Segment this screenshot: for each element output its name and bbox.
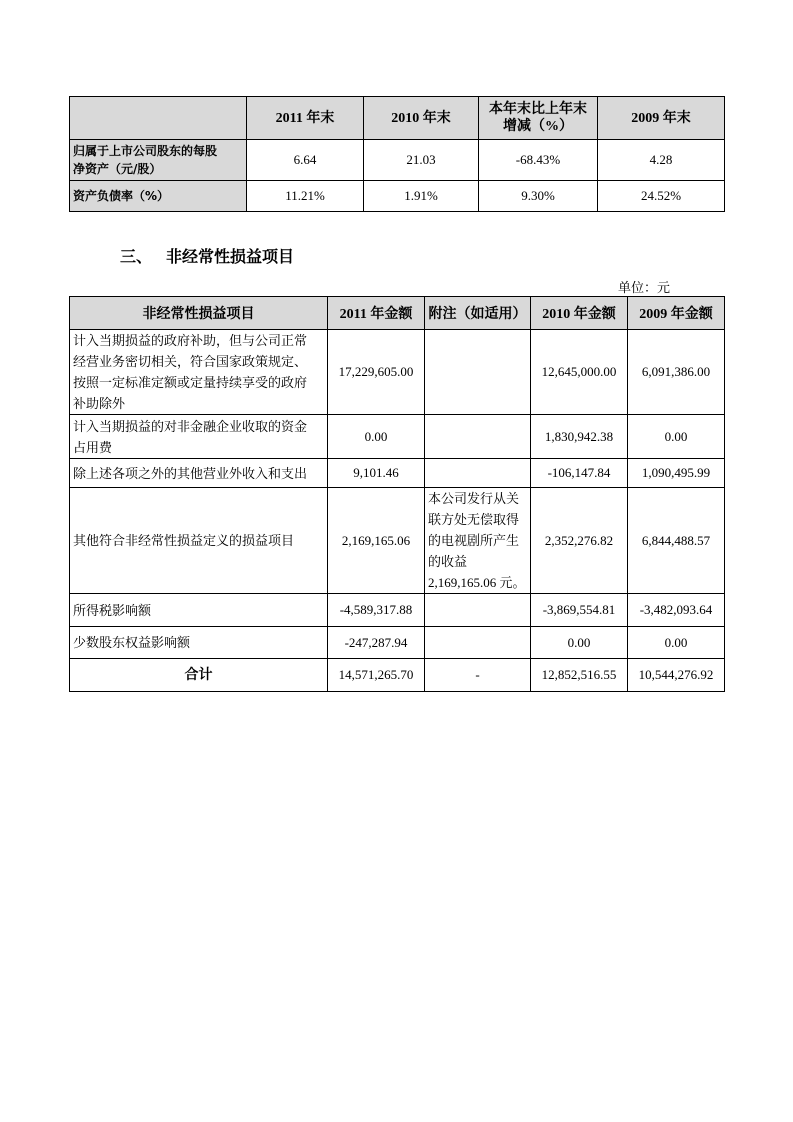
- cell-amt2010: -3,869,554.81: [531, 594, 628, 627]
- row-label-line: 补助除外: [73, 396, 126, 411]
- cell-amt2011: 2,169,165.06: [328, 488, 425, 594]
- cell-2011: 6.64: [247, 140, 364, 181]
- cell-amt2010: -106,147.84: [531, 459, 628, 488]
- header-amt2010: 2010 年金额: [531, 297, 628, 330]
- total-amt2010: 12,852,516.55: [531, 659, 628, 692]
- header-amt2011: 2011 年金额: [328, 297, 425, 330]
- cell-2010: 21.03: [364, 140, 479, 181]
- cell-amt2009: 1,090,495.99: [628, 459, 725, 488]
- cell-note: [425, 330, 531, 415]
- cell-amt2009: 6,844,488.57: [628, 488, 725, 594]
- cell-amt2009: 0.00: [628, 627, 725, 659]
- row-label-line: 计入当期损益的政府补助，但与公司正常: [73, 333, 308, 348]
- cell-amt2010: 1,830,942.38: [531, 415, 628, 459]
- cell-note: [425, 415, 531, 459]
- total-label: 合计: [70, 659, 328, 692]
- cell-change: 9.30%: [479, 181, 598, 212]
- table-row: [70, 181, 725, 212]
- row-label: [70, 330, 328, 415]
- cell-2010: 1.91%: [364, 181, 479, 212]
- header-2009: 2009 年末: [598, 97, 725, 140]
- header-note: 附注（如适用）: [425, 297, 531, 330]
- unit-label: 单位：元: [618, 280, 671, 295]
- total-row: [70, 659, 725, 692]
- header-change-line1: 本年末比上年末: [489, 102, 587, 117]
- note-line: 2,169,165.06 元。: [428, 575, 526, 590]
- cell-2011: 11.21%: [247, 181, 364, 212]
- cell-change: -68.43%: [479, 140, 598, 181]
- row-label: 其他符合非经常性损益定义的损益项目: [70, 488, 328, 594]
- row-label: [70, 415, 328, 459]
- cell-amt2011: 17,229,605.00: [328, 330, 425, 415]
- non-recurring-table: [69, 296, 725, 692]
- cell-amt2010: 12,645,000.00: [531, 330, 628, 415]
- row-label-line1: 归属于上市公司股东的每股: [73, 144, 218, 158]
- table-row: [70, 594, 725, 627]
- table-row: [70, 140, 725, 181]
- cell-amt2011: -247,287.94: [328, 627, 425, 659]
- header-2011: 2011 年末: [247, 97, 364, 140]
- header-2010: 2010 年末: [364, 97, 479, 140]
- cell-note: [425, 627, 531, 659]
- row-label-line: 按照一定标准定额或定量持续享受的政府: [73, 375, 308, 390]
- note-line: 的电视剧所产生: [428, 533, 520, 548]
- table-row: [70, 415, 725, 459]
- cell-amt2009: -3,482,093.64: [628, 594, 725, 627]
- cell-note: [425, 459, 531, 488]
- cell-amt2010: 0.00: [531, 627, 628, 659]
- table-row: [70, 488, 725, 594]
- cell-2009: 24.52%: [598, 181, 725, 212]
- row-label: 除上述各项之外的其他营业外收入和支出: [70, 459, 328, 488]
- header-empty-cell: [70, 97, 247, 140]
- section-heading: [120, 244, 294, 267]
- table-row: [70, 459, 725, 488]
- cell-amt2011: -4,589,317.88: [328, 594, 425, 627]
- cell-amt2011: 0.00: [328, 415, 425, 459]
- total-amt2011: 14,571,265.70: [328, 659, 425, 692]
- row-label: [70, 140, 247, 181]
- per-share-table: [69, 96, 725, 212]
- row-label: 资产负债率（%）: [70, 181, 247, 212]
- note-line: 联方处无偿取得: [428, 512, 520, 527]
- header-change-line2: 增减（%）: [503, 119, 573, 134]
- row-label: 所得税影响额: [70, 594, 328, 627]
- cell-amt2010: 2,352,276.82: [531, 488, 628, 594]
- cell-amt2011: 9,101.46: [328, 459, 425, 488]
- cell-amt2009: 6,091,386.00: [628, 330, 725, 415]
- note-line: 的收益: [428, 554, 468, 569]
- cell-amt2009: 0.00: [628, 415, 725, 459]
- header-amt2009: 2009 年金额: [628, 297, 725, 330]
- table-row: [70, 330, 725, 415]
- row-label: 少数股东权益影响额: [70, 627, 328, 659]
- row-label-line: 占用费: [73, 439, 113, 455]
- section-number: 三、: [120, 247, 153, 266]
- total-amt2009: 10,544,276.92: [628, 659, 725, 692]
- table-header-row: [70, 297, 725, 330]
- cell-2009: 4.28: [598, 140, 725, 181]
- table-row: [70, 627, 725, 659]
- row-label-line: 经营业务密切相关，符合国家政策规定、: [73, 354, 308, 369]
- header-item: 非经常性损益项目: [70, 297, 328, 330]
- header-change: [479, 97, 598, 140]
- section-title: 非经常性损益项目: [166, 247, 295, 266]
- row-label-line2: 净资产（元/股）: [73, 162, 162, 176]
- note-line: 本公司发行从关: [428, 491, 520, 506]
- total-note: -: [425, 659, 531, 692]
- table-header-row: [70, 97, 725, 140]
- row-label-line: 计入当期损益的对非金融企业收取的资金: [73, 418, 308, 434]
- cell-note: [425, 594, 531, 627]
- cell-note: [425, 488, 531, 594]
